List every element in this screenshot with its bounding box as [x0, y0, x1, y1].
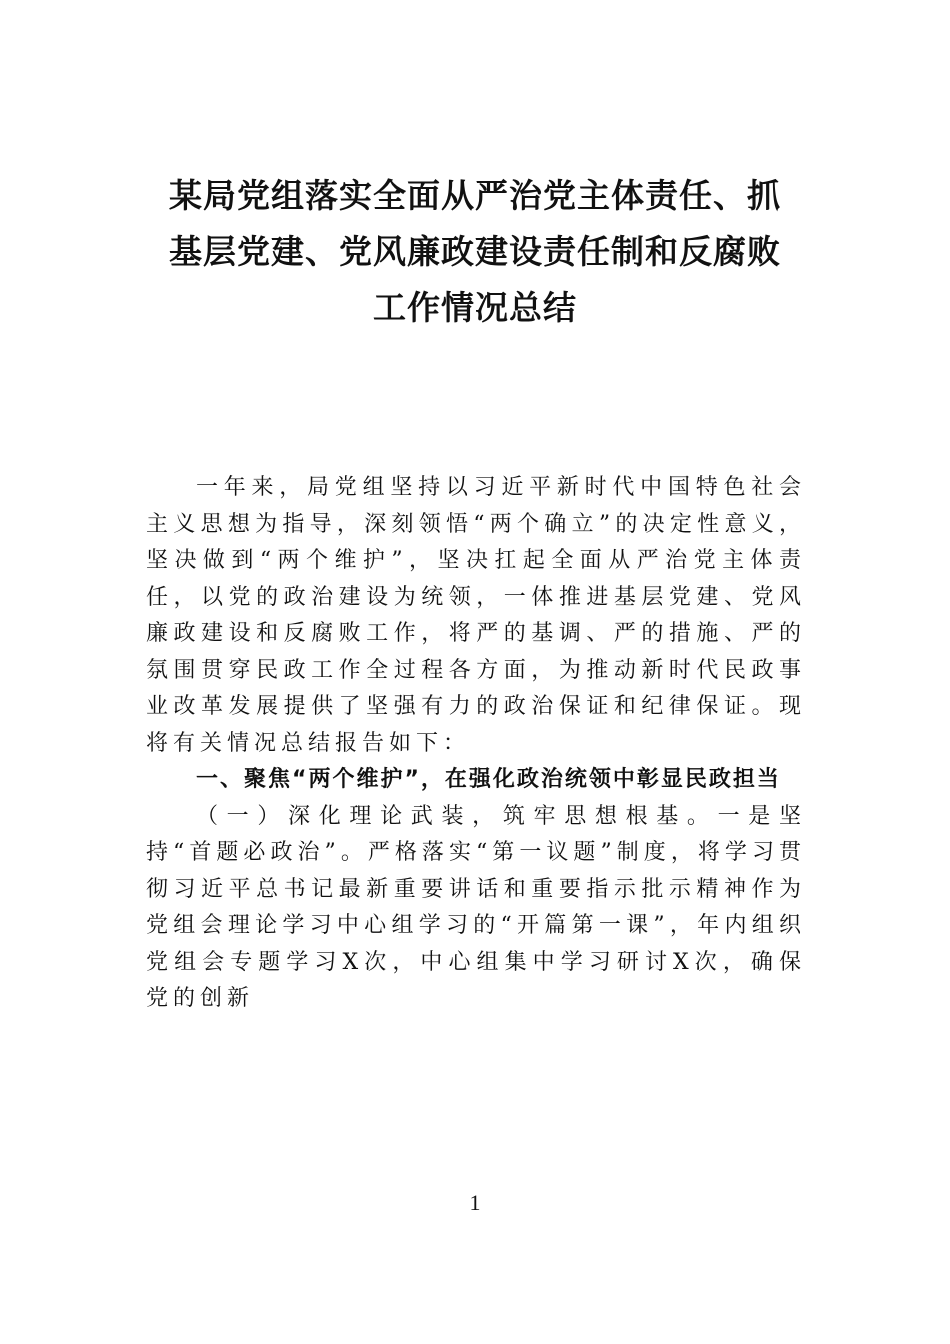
page-number: 1: [469, 1190, 481, 1215]
title-line-1: 某局党组落实全面从严治党主体责任、抓: [169, 176, 781, 215]
document-body: [146, 470, 806, 1018]
sub-section-paragraph: （一）深化理论武装，筑牢思想根基。一是坚持“首题必政治”。严格落实“第一议题”制度，将学习贯彻习近平总书记最新重要讲话和重要指示批示精神作为党组会理论学习中心组学习的“开篇第一课”，年内组织党组会专题学习X次，中心组集中学习研讨X次，确保党的创新: [146, 803, 806, 1011]
title-line-2: 基层党建、党风廉政建设责任制和反腐败: [169, 232, 781, 271]
document-title: [150, 168, 800, 336]
intro-paragraph: 一年来，局党组坚持以习近平新时代中国特色社会主义思想为指导，深刻领悟“两个确立”的决定性意义，坚决做到“两个维护”，坚决扛起全面从严治党主体责任，以党的政治建设为统领，一体推进基层党建、党风廉政建设和反腐败工作，将严的基调、严的措施、严的氛围贯穿民政工作全过程各方面，为推动新时代民政事业改革发展提供了坚强有力的政治保证和纪律保证。现将有关情况总结报告如下：: [146, 475, 806, 756]
section-heading: 一、聚焦“两个维护”，在强化政治统领中彰显民政担当: [196, 767, 781, 792]
title-line-3: 工作情况总结: [373, 288, 577, 327]
